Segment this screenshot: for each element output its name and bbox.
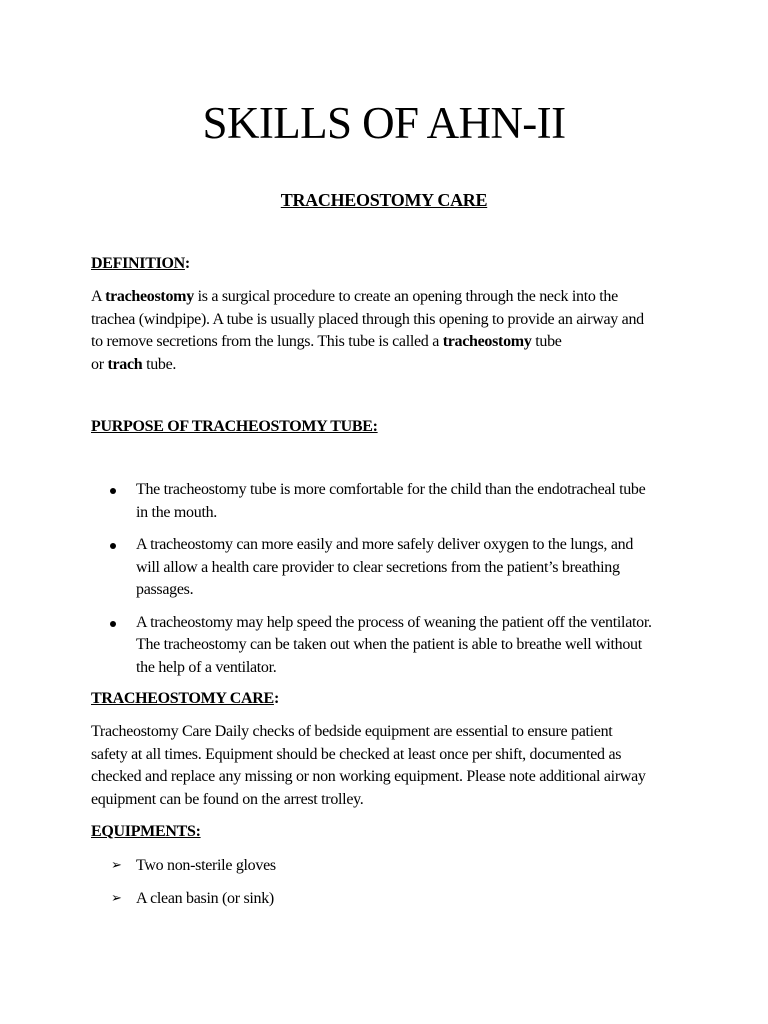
definition-heading [91, 253, 691, 276]
list-item-line: in the mouth. [136, 503, 217, 521]
definition-line: trachea (windpipe). A tube is usually placed through this opening to provide an airway and [91, 310, 644, 328]
list-item-line: will allow a health care provider to clear secretions from the patient’s breathing [136, 558, 620, 576]
list-item-line: A clean basin (or sink) [136, 889, 274, 907]
purpose-heading [91, 416, 691, 439]
care-line: safety at all times. Equipment should be checked at least once per shift, documented as [91, 745, 622, 763]
text-run: tube [531, 333, 562, 350]
list-item-line: A tracheostomy may help speed the process of weaning the patient off the ventilator. [136, 613, 652, 631]
list-item-line: The tracheostomy tube is more comfortable for the child than the endotracheal tube [136, 481, 646, 498]
bullet-icon [110, 488, 116, 494]
text-run: A [91, 288, 106, 305]
section-title [0, 188, 768, 212]
list-item [91, 612, 691, 680]
care-line: Tracheostomy Care Daily checks of bedside equipment are essential to ensure patient [91, 723, 613, 740]
purpose-heading-text: PURPOSE OF TRACHEOSTOMY TUBE: [91, 418, 378, 435]
list-item [91, 534, 691, 602]
arrow-bullet-icon: ➢ [111, 858, 122, 873]
care-heading-text: TRACHEOSTOMY CARE [91, 690, 274, 707]
list-item-line: Two non-sterile gloves [136, 857, 276, 874]
care-heading-colon: : [273, 690, 279, 707]
bold-term: tracheostomy [442, 333, 532, 350]
care-line: checked and replace any missing or non working equipment. Please note additional airway [91, 768, 646, 785]
definition-paragraph [91, 286, 691, 376]
arrow-bullet-icon: ➢ [111, 890, 122, 906]
purpose-list [91, 479, 691, 679]
care-heading [91, 688, 691, 711]
care-paragraph [91, 721, 691, 811]
definition-line [91, 331, 691, 354]
equipments-list [91, 855, 691, 910]
section-title-text: TRACHEOSTOMY CARE [280, 190, 488, 210]
equipments-heading-text: EQUIPMENTS: [91, 823, 201, 840]
definition-line [91, 286, 691, 309]
bullet-icon [110, 621, 116, 627]
text-run: tube. [142, 355, 177, 373]
document-title: SKILLS OF AHN-II [202, 98, 566, 148]
bold-term: tracheostomy [105, 288, 194, 305]
text-run: or [91, 355, 108, 373]
bold-term: trach [107, 355, 143, 373]
list-item [91, 855, 691, 878]
list-item-line: the help of a ventilator. [136, 658, 277, 676]
list-item [91, 479, 691, 524]
list-item [91, 888, 691, 911]
equipments-heading [91, 821, 691, 844]
text-run: is a surgical procedure to create an opening through the neck into the [193, 288, 618, 305]
bullet-icon [110, 543, 116, 549]
list-item-line: The tracheostomy can be taken out when the patient is able to breathe well without [136, 636, 642, 653]
care-line: equipment can be found on the arrest trolley. [91, 790, 364, 808]
list-item-line: A tracheostomy can more easily and more safely deliver oxygen to the lungs, and [136, 536, 634, 553]
definition-line [91, 354, 691, 377]
definition-heading-colon: : [184, 255, 190, 272]
text-run: to remove secretions from the lungs. This tube is called a [91, 333, 443, 350]
list-item-line: passages. [136, 581, 194, 598]
definition-heading-text: DEFINITION [91, 255, 185, 272]
